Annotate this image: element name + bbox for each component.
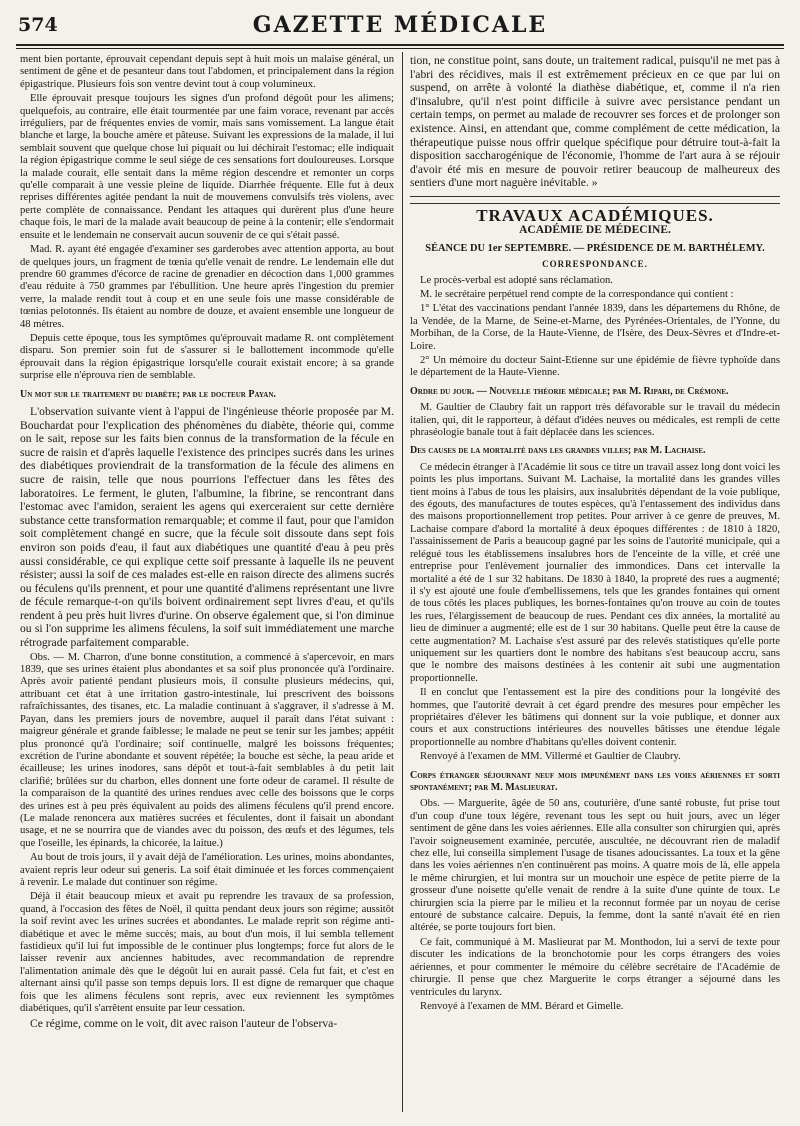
right-column [410, 54, 780, 1114]
paragraph: M. Gaultier de Claubry fait un rapport très défavorable sur le travail du médecin italien, qui, dit le rapporteur, à défaut d'idées neuves ou médicales, est rempli de cette phraséologie banale tout à fait déplacée dans les sciences. [410, 402, 780, 439]
section-title: TRAVAUX ACADÉMIQUES. [476, 205, 714, 225]
section-rule [410, 196, 780, 197]
paragraph: Obs. — M. Charron, d'une bonne constitution, a commencé à s'apercevoir, en mars 1839, que ses urines étaient plus abondantes et sa soif plus prononcée qu'à l'ordinaire. Après avoir patienté pendant plusieurs mois, il consulte plusieurs médecins, qui, attribuant cet état à une irritation gastro-intestinale, lui prescrivent des boissons rafraîchissantes, des tisanes, etc. La maladie continuant à s'aggraver, il s'adresse à M. Payan, dans les premiers jours de novembre, auquel il paraît dans l'état suivant : maigreur générale et grande faiblesse; le malade ne peut se tenir sur les jambes; appétit plus prononcé qu'à l'ordinaire; soif continuelle, malgré les boissons fréquentes; excrétion de l'urine abondante et souvent répétée; la bouche est sèche, la peau aride et écailleuse; les urines inodores, sans dépôt et tout-à-fait semblables à du petit lait clarifié; brûlées sur du charbon, elles donnent une forte odeur de caramel. Il résulte de la comparaison de la quantité des urines rendues avec celle des boissons que le corps des urines est à peu près équivalent au poids des alimens féculens qu'il prend encore. (Le malade renoncera aux matières sucrées et féculentes, dont il faisait un abondant usage, et ne se nourrira que de viandes avec du poisson, des œufs et des légumes, tels que l'oseille, les épinards, la chicorée, la laitue.) [20, 651, 394, 849]
paragraph: Depuis cette époque, tous les symptômes qu'éprouvait madame R. ont complètement disparu. Son premier soin fut de s'assurer si le ballottement incommode qu'elle éprouvait dans la région épigastrique lorsqu'elle courait existait encore; à sa grande surprise elle n'éprouva rien de semblable. [20, 332, 394, 382]
subsection-title: ACADÉMIE DE MÉDECINE. [519, 224, 671, 237]
page-header [14, 10, 786, 40]
causes-heading: Des causes de la mortalité dans les grandes villes; par M. Lachaise. [410, 445, 706, 457]
paragraph: 2° Un mémoire du docteur Saint-Etienne sur une épidémie de fièvre typhoïde dans le département de la Haute-Vienne. [410, 355, 780, 379]
paragraph: Déjà il était beaucoup mieux et avait pu reprendre les travaux de sa profession, quand, à l'occasion des fêtes de Noël, il quitta pendant deux jours son régime; aussitôt la soif revint avec les urines sucrées et abondantes. Le malade reprit son régime anti-diabétique et avec le même succès; mais, au bout d'un mois, il lui sembla tellement fastidieux qu'il lui fut impossible de le continuer plus longtemps; force fut alors de le laisser revenir aux anciennes habitudes, avec recommandation de reprendre l'alimentation animale dès que le dégoût lui en aurait passé. Cela fut fait, et c'est en alternant ainsi qu'il passe son temps depuis lors. Il est digne de remarquer que chaque fois que les alimens féculens sont repris, avec eux reviennent les symptômes diabétiques, qu'il s'arrêtent ensuite par leur cessation. [20, 891, 394, 1015]
order-heading: Ordre du jour. — Nouvelle théorie médicale; par M. Ripari, de Crémone. [410, 385, 729, 397]
paragraph: Mad. R. ayant été engagée d'examiner ses garderobes avec attention apporta, au bout de quelques jours, un fragment de tœnia qu'elle venait de rendre. Le lendemain elle dut prendre 60 grammes d'écorce de racine de grenadier en décoction dans 1,000 grammes d'eau réduite à 750 grammes par l'ébullition. Une heure après l'ingestion du premier verre, la malade rendit tout à coup et en une seule fois une masse considérable de tœnias pelotonnés. Ils étaient au nombre de douze, et avaient ensemble une longueur de 48 mètres. [20, 244, 394, 330]
paragraph: M. le secrétaire perpétuel rend compte de la correspondance qui contient : [420, 288, 734, 300]
paragraph: 1° L'état des vaccinations pendant l'année 1839, dans les départemens du Rhône, de la Vendée, de la Marne, de Seine-et-Marne, des Pyrénées-Orientales, de l'Yonne, du Morbihan, de la Corse, de la Haute-Vienne, de l'Isère, des Deux-Sèvres et d'Indre-et-Loire. [410, 303, 780, 352]
header-rule-thin [16, 48, 784, 49]
paragraph: Elle éprouvait presque toujours les signes d'un profond dégoût pour les alimens; quelquefois, au contraire, elle était tourmentée par une faim vorace, revenant par accès irréguliers, par de fréquentes envies de vomir, mais sans vomissement. La langue était blanche et large, la bouche amère et pâteuse. Suivant les expressions de la malade, il lui semblait souvent que quelque chose lui piquait ou lui déchirait l'estomac; elle indiquait la région épigastrique comme le seul siége de ces sensations fort douloureuses. Lorsque la malade courait, elle sentait dans la même région descendre et remonter un corps qu'elle comparait à une vessie pleine de liquide. Diarrhée fréquente. Elle fut à deux reprises différentes agitée pendant la nuit de mouvemens convulsifs très violens, avec perte complète de connaissance. Pendant les attaques qui durèrent plus d'une heure chaque fois, le mari de la malade avait beaucoup de peine à la contenir; elle s'endormait ensuite et le lendemain ne conservait aucun souvenir de ce qui s'était passé. [20, 93, 394, 241]
session-heading: SÉANCE DU 1er SEPTEMBRE. — PRÉSIDENCE DE M. BARTHÉLEMY. [425, 242, 765, 254]
paragraph: tion, ne constitue point, sans doute, un traitement radical, puisqu'il ne met pas à l'abri des récidives, mais il est extrêmement précieux en ce que par lui on suspend, on arrête à volonté la diathèse diabétique, et, comme il n'a rien d'insalubre, qu'il n'est point difficile à suivre avec persistance pendant un certain temps, on permet au malade de recouvrer ses forces et de prolonger son existence. Ainsi, en attendant que, comme complément de cette médication, la thérapeutique puisse nous offrir quelque spécifique pour détruire tout-à-fait la disposition saccharogénique de l'économie, l'homme de l'art aura à se réjouir d'avoir été mis en mesure de pouvoir retirer beaucoup de malheureux des sentiers d'une mort naguère inévitable. » [410, 54, 780, 190]
paragraph: Ce médecin étranger à l'Académie lit sous ce titre un travail assez long dont voici les points les plus importans. Suivant M. Lachaise, la mortalité dans les grandes villes tient moins à l'abus de tous les plaisirs, aux insalubrités dépendant de la voie publique, des égouts, des manufactures de toutes espèces, qu'à l'entassement des individus dans des maisons proportionnellement trop petites. Pour arriver à ce genre de preuves, M. Lachaise compare d'abord la mortalité à deux époques différentes : de 1810 à 1820, l'assainissement de Paris a beaucoup gagné par les soins de l'autorité municipale, qui a relégué tous les établissemens insalubres hors de l'enceinte de la ville, et créé une entreprise pour l'enlèvement journalier des immondices. Dans cet intervalle la mortalité a été de 1 sur 32 habitans. De 1830 à 1840, la propreté des rues a augmenté; il s'y est ajouté une foule d'embellissemens, tels que les grandes fontaines qui ornent de tous côtés les places publiques, les bornes-fontaines qu'on trouve au coin de toutes les rues, l'élargissement de beaucoup de rues. Pendant ces dix années, la mortalité au lieu de diminuer a augmenté; elle est de 1 sur 30 habitans. Quelle peut être la cause de cette augmentation? M. Lachaise s'est assuré par des relevés statistiques qu'elle porte uniquement sur les quartiers dont le nombre des habitans s'est beaucoup accru, sans que le nombre des maisons destinées à les contenir ait subi une augmentation proportionnelle. [410, 461, 780, 684]
correspondence-heading: CORRESPONDANCE. [542, 259, 648, 270]
paragraph: Ce fait, communiqué à M. Maslieurat par M. Monthodon, lui a servi de texte pour discuter les indications de la bronchotomie pour les corps étrangers des voies aériennes, et pour commenter le mémoire du célèbre secrétaire de l'Académie de chirurgie. Il pense que chez Marguerite le corps étranger a séjourné dans les ventricules du larynx. [410, 936, 780, 998]
paragraph: Il en conclut que l'entassement est la pire des conditions pour la longévité des hommes, que l'autorité devrait à cet égard prendre des mesures pour empêcher les propriétaires d'élever les bâtimens qui donnent sur la voie publique, et donner aux cours et aux constructions intérieures des nouvelles bâtisses une étendue légale proportionnelle au nombre d'habitans qu'elles doivent contenir. [410, 687, 780, 748]
corps-heading: Corps étranger séjournant neuf mois impunément dans les voies aériennes et sorti spontanément; par M. Maslieurat. [410, 769, 780, 793]
section-rule-thin [410, 203, 780, 204]
paragraph: ment bien portante, éprouvait cependant depuis sept à huit mois un malaise général, un sentiment de gêne et de pesanteur dans tout l'abdomen, et principalement dans la région épigastrique. Plusieurs fois son ventre devint tout à coup volumineux. [20, 54, 394, 90]
paragraph: Ce régime, comme on le voit, dit avec raison l'auteur de l'observa- [30, 1017, 338, 1031]
paragraph: Renvoyé à l'examen de MM. Villermé et Gaultier de Claubry. [420, 751, 681, 763]
paragraph: Au bout de trois jours, il y avait déjà de l'amélioration. Les urines, moins abondantes, avaient repris leur odeur sui generis. La soif était diminuée et les forces commençaient à revenir. Le malade dut continuer son régime. [20, 852, 394, 888]
paragraph: Obs. — Marguerite, âgée de 50 ans, couturière, d'une santé robuste, fut prise tout d'un coup d'une toux légère, revenant tous les sept ou huit jours, avec un léger sentiment de gêne dans les voies aériennes. Elle alla consulter son chirurgien qui, après l'avoir soigneusement examinée, percutée, auscultée, ne découvrant rien de maladif chez elle, lui conseilla simplement l'usage de tisanes adoucissantes. La toux et la gêne dans les voies aériennes n'en continuèrent pas moins. A quatre mois de là, elle appela le même chirurgien, et lui montra sur un mouchoir une espèce de petite pierre de la grosseur d'une noisette qu'elle venait de rendre à la suite d'une quinte de toux. Le chirurgien scia la pierre par le milieu et la reconnut formée par un noyau de cerise entouré de substance calcaire. Depuis, la femme, dont la santé n'avait été en rien altérée, se porte toujours fort bien. [410, 798, 780, 934]
header-rule [16, 44, 784, 46]
column-divider [402, 52, 403, 1112]
paragraph: Renvoyé à l'examen de MM. Bérard et Gimelle. [420, 1000, 624, 1012]
section-heading: Un mot sur le traitement du diabète; par le docteur Payan. [20, 388, 276, 400]
page-number: 574 [18, 14, 58, 36]
paragraph: L'observation suivante vient à l'appui de l'ingénieuse théorie proposée par M. Bouchardat pour l'explication des phénomènes du diabète, théorie qui, comme on le sait, repose sur les faits bien connus de la transformation de la fécule en sucre de raisin et d'après laquelle l'existence des principes sucrés dans les urines des diabétiques proviendrait de la transformation de la fécule des alimens en sucre de raisin, telle que nous pourrions l'effectuer dans les fêtes des laboratoires. Le ferment, le gluten, l'albumine, la fibrine, se rencontrant dans l'estomac avec l'amidon, seraient les agens qui exerceraient sur cette dernière substance cette transformation remarquable; et comme il faut, pour que l'amidon soit complètement changé en sucre, que la fécule soit dissoute dans sept fois environ son poids d'eau, il faut aux diabétiques une quantité d'eau à peu près aussi considérable, ce qui explique cette soif pressante à laquelle ils ne peuvent résister; aussi la soif de ces malades est-elle en raison directe des alimens sucrés ou féculens qu'ils prennent, et pour une quantité d'alimens représentant une livre de fécule remarque-t-on qu'ils boivent ordinairement sept livres d'eau, et qu'ils rendent à peu près huit livres d'urine. On observe également que, si l'on diminue ou si l'on supprime les alimens féculens, la soif suit immédiatement une marche rétrograde parfaitement comparable. [20, 404, 394, 650]
paragraph: Le procès-verbal est adopté sans réclamation. [420, 274, 613, 286]
masthead: GAZETTE MÉDICALE [252, 12, 548, 38]
left-column [20, 54, 394, 1114]
